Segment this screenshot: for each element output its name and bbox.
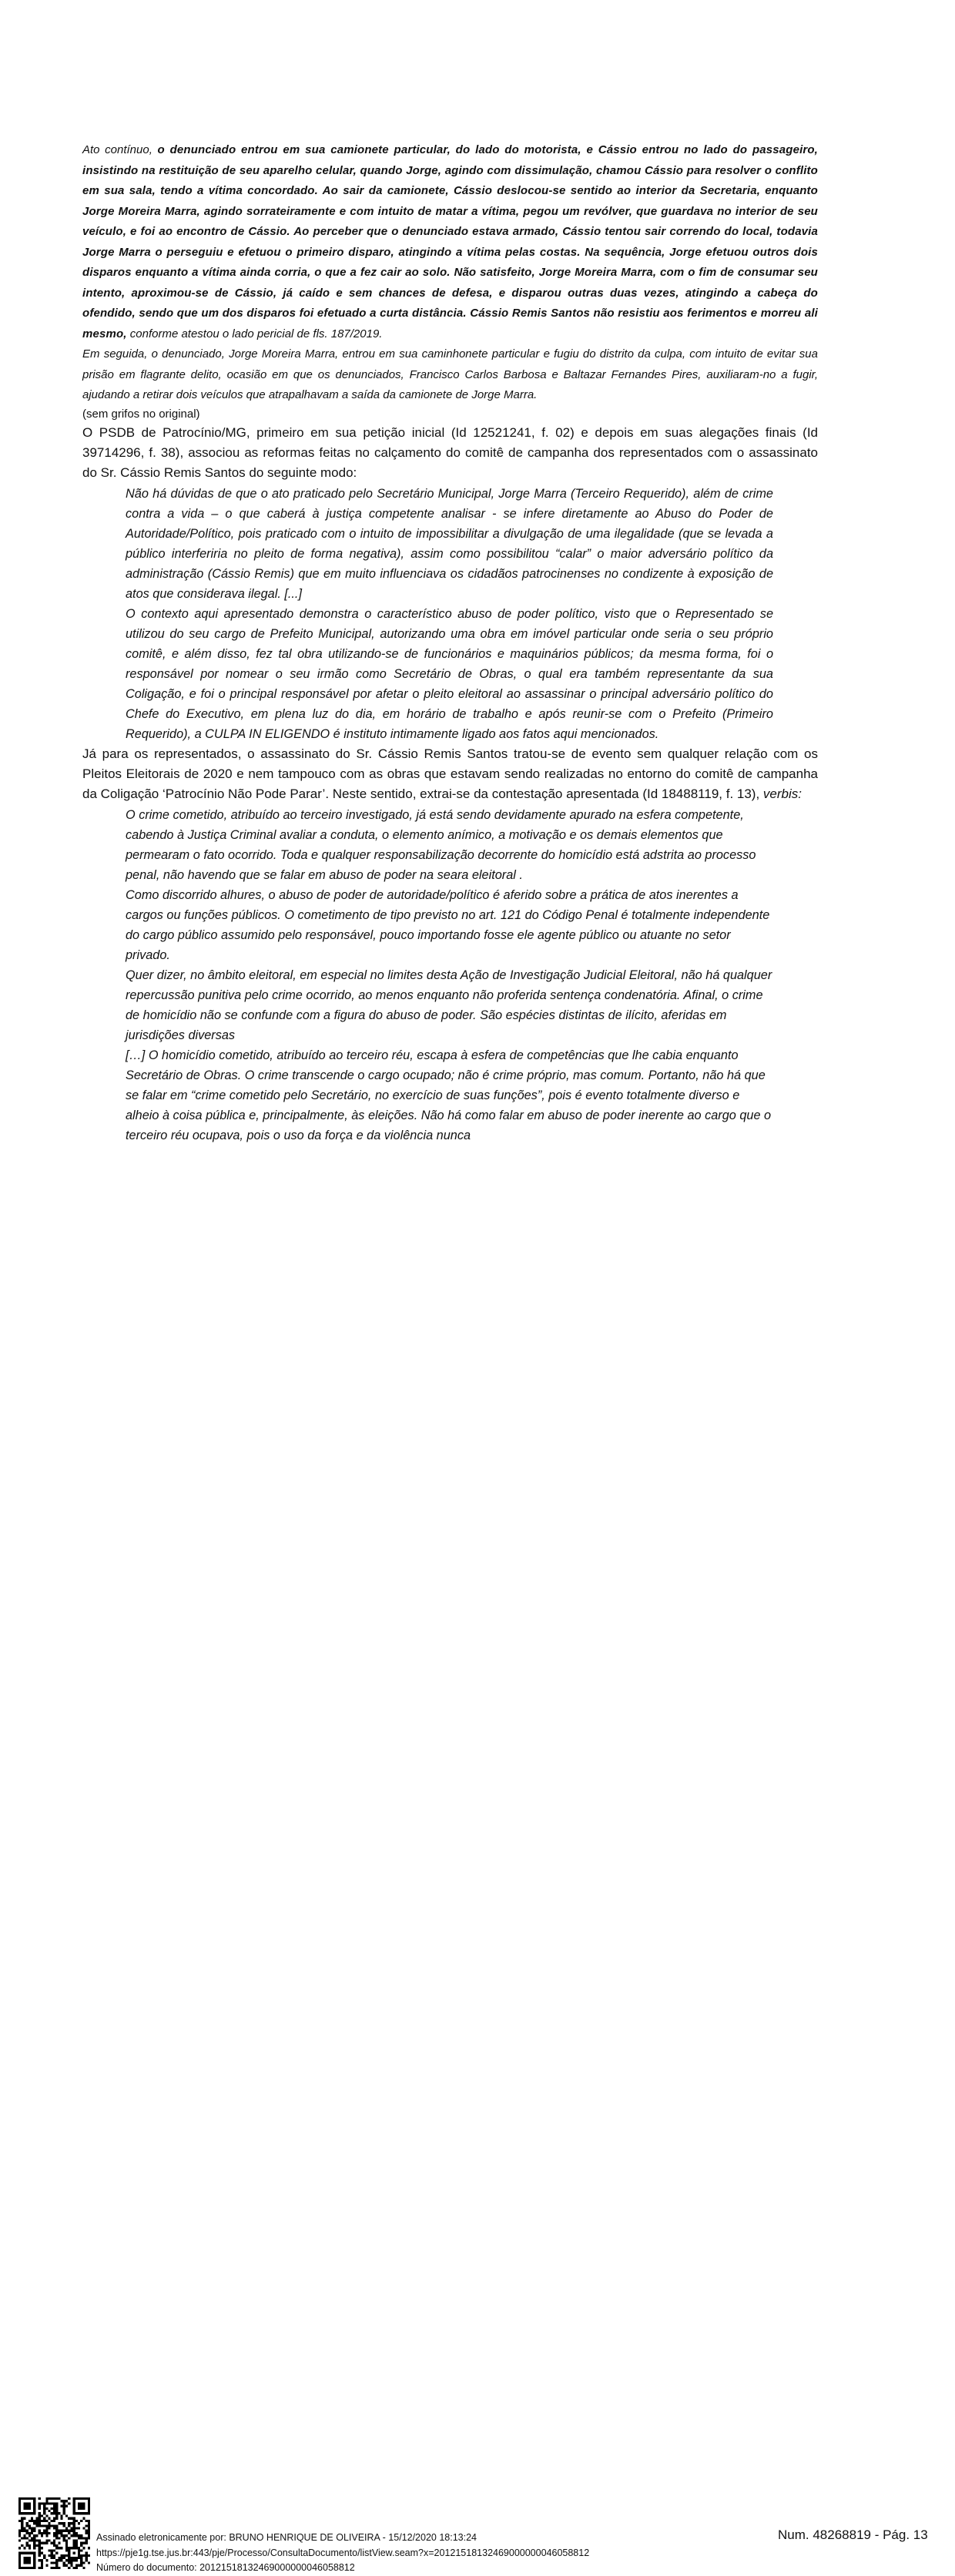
emphasis-note: (sem grifos no original)	[82, 407, 200, 421]
quote-denuncia-paragraph-2: Em seguida, o denunciado, Jorge Moreira Marra, entrou em sua caminhonete particular e fugiu do distrito da culpa, com intuito de evitar sua prisão em flagrante delito, ocasião em que os denunciados, Francisco Carlos Barbosa e Baltazar Fernandes Pires, auxiliaram-no a fugir, ajudando a retirar dois veículos que atrapalhavam a saída da camionete de Jorge Marra.	[82, 347, 818, 401]
signature-info	[96, 2531, 589, 2576]
document-body	[82, 140, 818, 1145]
document-number: Número do documento: 20121518132469000000046058812	[96, 2562, 355, 2573]
verbis-text: verbis:	[762, 786, 802, 801]
blockquote-contestacao-3: Quer dizer, no âmbito eleitoral, em especial no limites desta Ação de Investigação Judicial Eleitoral, não há qualquer repercussão punitiva pelo crime ocorrido, ao menos enquanto não proferida sentença condenatória. Afinal, o crime de homicídio não se confunde com a figura do abuso de poder. São espécies distintas de ilícito, aferidas em jurisdições diversas	[126, 968, 772, 1042]
blockquote-contestacao-1: O crime cometido, atribuído ao terceiro investigado, já está sendo devidamente apurado na esfera competente, cabendo à Justiça Criminal avaliar a conduta, o elemento anímico, a motivação e os demais elementos que permearam o fato ocorrido. Toda e qualquer responsabilização decorrente do homicídio está adstrita ao processo penal, não havendo que se falar em abuso de poder na seara eleitoral .	[126, 807, 756, 882]
qr-code-icon	[18, 2497, 90, 2569]
blockquote-contestacao-2: Como discorrido alhures, o abuso de poder de autoridade/político é aferido sobre a prática de atos inerentes a cargos ou funções públicos. O cometimento de tipo previsto no art. 121 do Código Penal é totalmente independente do cargo público assumido pelo responsável, pouco importando fosse ele agente público ou atuante no setor privado.	[126, 887, 770, 962]
quote-denuncia-paragraph-1	[82, 140, 818, 344]
paragraph-psdb: O PSDB de Patrocínio/MG, primeiro em sua petição inicial (Id 12521241, f. 02) e depois em suas alegações finais (Id 39714296, f. 38), associou as reformas feitas no calçamento do comitê de campanha dos representados com o assassinato do Sr. Cássio Remis Santos do seguinte modo:	[82, 424, 818, 480]
document-footer	[0, 1248, 955, 2573]
document-url[interactable]: https://pje1g.tse.jus.br:443/pje/Processo/ConsultaDocumento/listView.seam?x=20121518132469000000046058812	[96, 2547, 590, 2558]
paragraph-representados	[82, 744, 818, 804]
blockquote-contestacao-4: […] O homicídio cometido, atribuído ao terceiro réu, escapa à esfera de competências que lhe cabia enquanto Secretário de Obras. O crime transcende o cargo ocupado; não é crime próprio, mas comum. Portanto, não há que se falar em “crime cometido pelo Secretário, no exercício de suas funções”, pois é evento totalmente diverso e alheio à coisa pública e, principalmente, às eleições. Não há como falar em abuso de poder inerente ao cargo que o terceiro réu ocupava, pois o uso da força e da violência nunca	[126, 1048, 772, 1142]
quote-lead-text: Ato contínuo,	[82, 143, 158, 156]
blockquote-psdb-1: Não há dúvidas de que o ato praticado pelo Secretário Municipal, Jorge Marra (Terceiro Requerido), além de crime contra a vida – o que caberá à justiça competente analisar - se infere diretamente ao Abuso do Poder de Autoridade/Político, pois praticado com o intuito de impossibilitar a divulgação de uma ilegalidade (que se levada a público interferiria no pleito de forma negativa), assim como possibilitou “calar” o maior adversário político da administração (Cássio Remis) que em muito influenciava os cidadãos patrocinenses no condizente à exposição de atos que considerava ilegal. [...]	[126, 486, 773, 601]
blockquote-psdb-2: O contexto aqui apresentado demonstra o característico abuso de poder político, visto que o Representado se utilizou do seu cargo de Prefeito Municipal, autorizando uma obra em imóvel particular onde seria o seu próprio comitê, e além disso, fez tal obra utilizando-se de funcionários e maquinários públicos; da mesma forma, foi o responsável por nomear o seu irmão como Secretário de Obras, o qual era também representante da sua Coligação, e foi o principal responsável por afetar o pleito eleitoral ao assassinar o principal adversário político do Chefe do Executivo, em plena luz do dia, em horário de trabalho e após reunir-se com o Prefeito (Primeiro Requerido), a CULPA IN ELIGENDO é instituto intimamente ligado aos fatos aqui mencionados.	[126, 606, 773, 741]
signature-line: Assinado eletronicamente por: BRUNO HENRIQUE DE OLIVEIRA - 15/12/2020 18:13:24	[96, 2532, 477, 2543]
page-number: Num. 48268819 - Pág. 13	[778, 2527, 928, 2542]
quote-tail-text: conforme atestou o lado pericial de fls. 187/2019.	[126, 327, 383, 340]
quote-bold-text: o denunciado entrou em sua camionete particular, do lado do motorista, e Cássio entrou no lado do passageiro, insistindo na restituição de seu aparelho celular, quando Jorge, agindo com dissimulação, chamou Cássio para resolver o conflito em sua sala, tendo a vítima concordado. Ao sair da camionete, Cássio deslocou-se sentido ao interior da Secretaria, enquanto Jorge Moreira Marra, agindo sorrateiramente e com intuito de matar a vítima, pegou um revólver, que guardava no interior de seu veículo, e foi ao encontro de Cássio. Ao perceber que o denunciado estava armado, Cássio tentou sair correndo do local, todavia Jorge Marra o perseguiu e efetuou o primeiro disparo, atingindo a vítima pelas costas. Na sequência, Jorge efetuou outros dois disparos enquanto a vítima ainda corria, o que a fez cair ao solo. Não satisfeito, Jorge Moreira Marra, com o fim de consumar seu intento, aproximou-se de Cássio, já caído e sem chances de defesa, e disparou outras duas vezes, atingindo a cabeça do ofendido, sendo que um dos disparos foi efetuado a curta distância. Cássio Remis Santos não resistiu aos ferimentos e morreu ali mesmo,	[82, 143, 818, 340]
paragraph-representados-text: Já para os representados, o assassinato do Sr. Cássio Remis Santos tratou-se de evento sem qualquer relação com os Pleitos Eleitorais de 2020 e nem tampouco com as obras que estavam sendo realizadas no entorno do comitê de campanha da Coligação ‘Patrocínio Não Pode Parar’. Neste sentido, extrai-se da contestação apresentada (Id 18488119, f. 13),	[82, 746, 818, 801]
